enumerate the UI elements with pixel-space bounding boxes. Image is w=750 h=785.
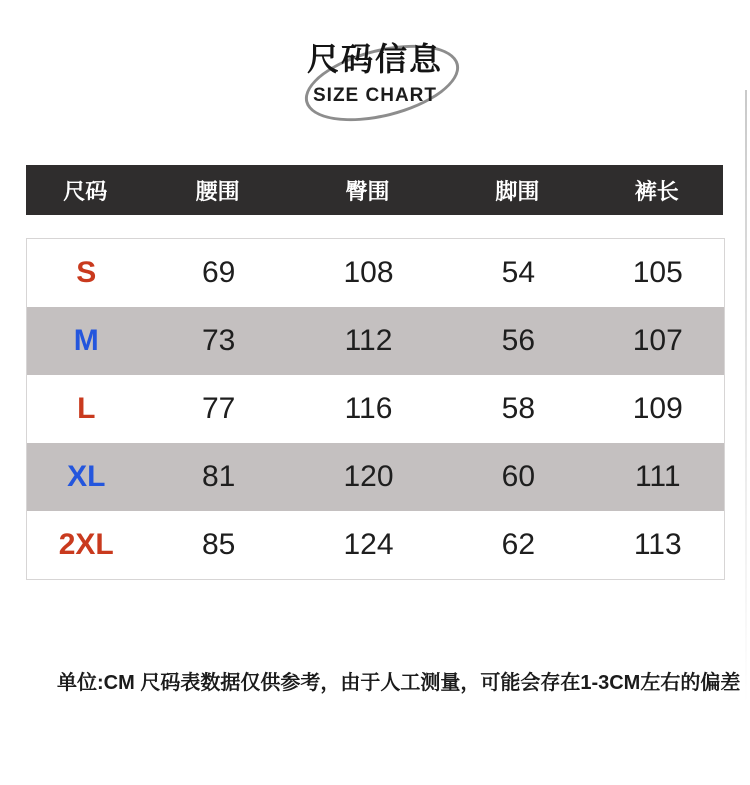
table-header-row (26, 165, 723, 215)
column-header-hip: 臀围 (345, 178, 390, 204)
table-row (27, 375, 724, 443)
page-title: 尺码信息 (306, 41, 443, 77)
pants-length-value: 109 (632, 392, 683, 425)
pants-length-value: 107 (632, 324, 683, 357)
size-label: 2XL (58, 528, 114, 561)
hip-value: 116 (344, 392, 393, 425)
waist-value: 81 (201, 460, 236, 493)
waist-value: 69 (201, 256, 236, 289)
hip-value: 120 (343, 460, 394, 493)
column-header-leg-opening: 脚围 (495, 178, 540, 204)
column-header-size: 尺码 (63, 178, 108, 204)
table-row (27, 443, 724, 511)
leg-opening-value: 58 (501, 392, 536, 425)
waist-value: 73 (201, 324, 236, 357)
leg-opening-value: 56 (501, 324, 536, 357)
size-label: XL (67, 460, 106, 493)
page-subtitle: SIZE CHART (313, 85, 437, 106)
leg-opening-value: 62 (501, 528, 536, 561)
hip-value: 124 (343, 528, 394, 561)
column-header-waist: 腰围 (195, 178, 240, 204)
hip-value: 112 (344, 324, 393, 357)
table-row (27, 239, 724, 307)
table-row (27, 307, 724, 375)
table-row (27, 511, 724, 579)
column-header-pants-length: 裤长 (634, 178, 679, 204)
hip-value: 108 (343, 256, 394, 289)
measurement-note: 单位:CM 尺码表数据仅供参考，由于人工测量，可能会存在1-3CM左右的偏差 (57, 672, 741, 694)
leg-opening-value: 60 (501, 460, 536, 493)
page-edge-divider (745, 90, 747, 705)
size-label: L (77, 392, 96, 425)
size-label: M (73, 324, 99, 357)
table-body (26, 238, 725, 580)
pants-length-value: 105 (632, 256, 683, 289)
pants-length-value: 113 (633, 528, 682, 561)
leg-opening-value: 54 (501, 256, 536, 289)
waist-value: 85 (201, 528, 236, 561)
size-label: S (76, 256, 97, 289)
waist-value: 77 (201, 392, 236, 425)
pants-length-value: 111 (634, 460, 681, 493)
